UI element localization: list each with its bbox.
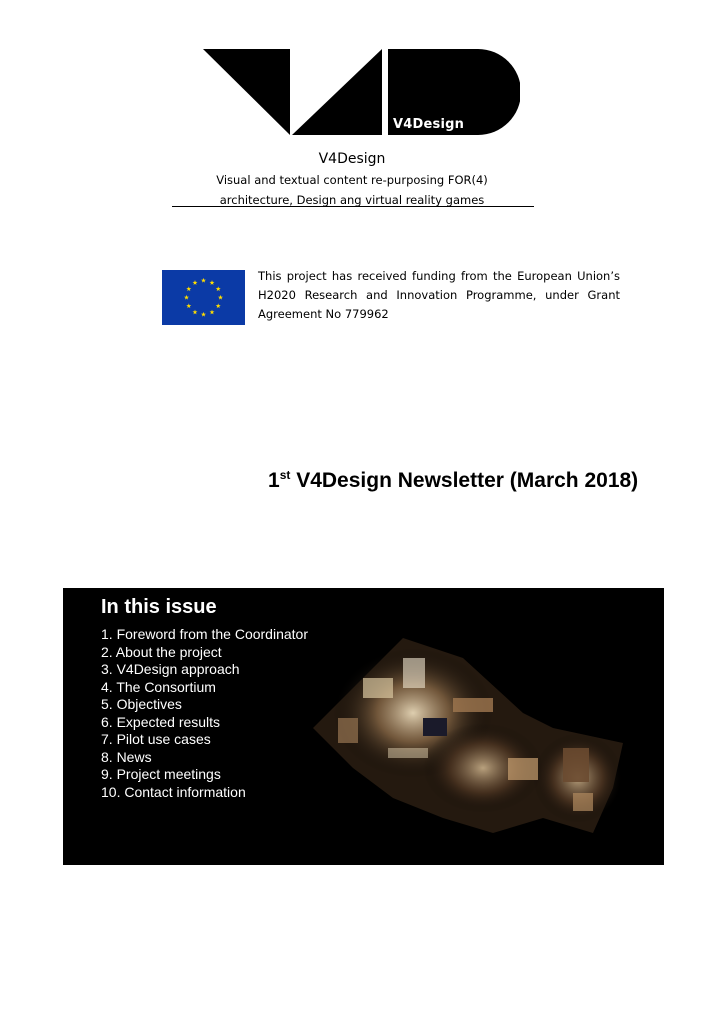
contents-item: 7. Pilot use cases <box>101 731 211 747</box>
newsletter-title <box>268 469 638 493</box>
logo-label: V4Design <box>393 117 465 132</box>
tagline-line-2: architecture, Design ang virtual reality games <box>219 193 485 207</box>
funding-statement: This project has received funding from the European Union’s H2020 Research and Innovation Programme, under Grant Agreement No 779962 <box>258 269 620 321</box>
newsletter-title-text: V4Design Newsletter (March 2018) <box>296 469 639 492</box>
eu-star <box>184 295 189 300</box>
in-this-issue-panel <box>63 588 664 865</box>
issue-heading: In this issue <box>101 596 217 618</box>
header-divider <box>172 206 534 207</box>
eu-star <box>210 280 215 285</box>
eu-star <box>201 278 206 283</box>
eu-star <box>216 286 221 291</box>
eu-star <box>193 310 198 315</box>
newsletter-ordinal: 1 <box>268 469 280 492</box>
newsletter-ordinal-suffix: st <box>279 468 291 482</box>
tagline-line-1: Visual and textual content re-purposing FOR(4) <box>216 173 488 187</box>
contents-item: 3. V4Design approach <box>101 661 240 677</box>
contents-item: 6. Expected results <box>101 713 221 730</box>
eu-star <box>193 280 198 285</box>
contents-item: 4. The Consortium <box>101 678 216 695</box>
eu-star <box>201 312 206 317</box>
eu-star <box>216 303 221 308</box>
contents-item: 5. Objectives <box>101 696 182 712</box>
eu-star <box>186 303 191 308</box>
contents-item: 8. News <box>101 748 152 765</box>
eu-star <box>186 286 191 291</box>
eu-star <box>218 295 223 300</box>
contents-item: 1. Foreword from the Coordinator <box>101 626 308 642</box>
contents-item: 9. Project meetings <box>101 766 221 782</box>
project-name: V4Design <box>318 151 386 167</box>
3d-building-render-image <box>293 618 633 848</box>
v4design-logo <box>200 47 520 137</box>
eu-flag-icon <box>162 270 245 325</box>
contents-list <box>101 626 308 801</box>
project-header <box>160 150 544 210</box>
contents-item: 2. About the project <box>101 643 222 660</box>
eu-star <box>210 310 215 315</box>
contents-item: 10. Contact information <box>101 783 246 800</box>
